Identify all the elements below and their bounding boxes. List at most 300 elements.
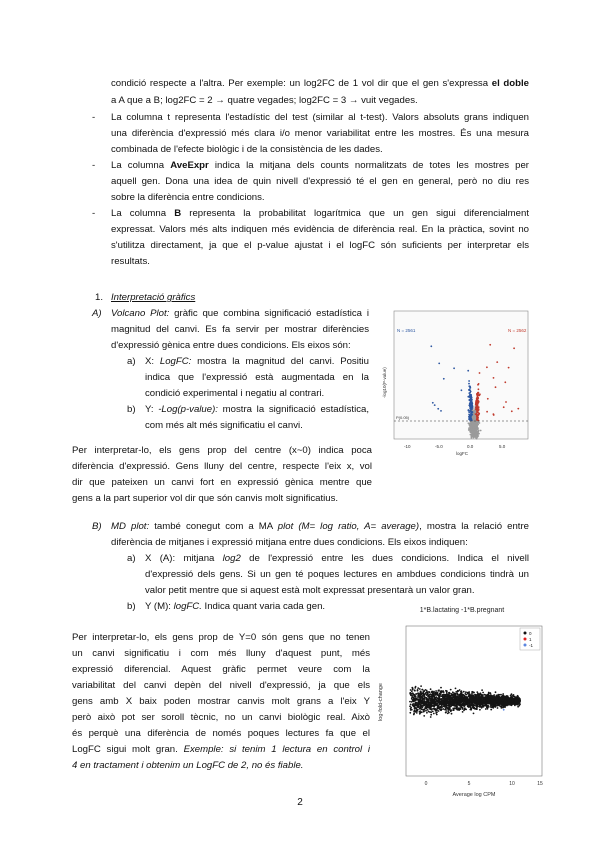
md-point: [419, 705, 421, 707]
volcano-point: [476, 408, 478, 410]
md-point: [447, 710, 449, 712]
volcano-point: [471, 405, 473, 407]
md-point: [483, 701, 485, 703]
md-point: [465, 691, 467, 693]
md-point: [417, 706, 419, 708]
md-point: [490, 705, 492, 707]
md-point: [464, 700, 466, 702]
md-point: [423, 704, 425, 706]
md-point: [434, 697, 436, 699]
md-point: [494, 696, 496, 698]
md-point: [476, 691, 478, 693]
md-point: [459, 689, 461, 691]
volcano-x-tick: -5.0: [435, 444, 443, 449]
md-point: [439, 695, 441, 697]
md-point: [497, 707, 499, 709]
md-point: [482, 694, 484, 696]
md-point: [497, 704, 499, 706]
volcano-point: [468, 392, 470, 394]
md-point: [425, 698, 427, 700]
md-x-tick: 15: [537, 781, 543, 787]
md-interp-8: LogFC sigui molt gran. Exemple: si tenim 1 lectura en control i: [72, 744, 371, 755]
md-plot-figure: [370, 602, 550, 798]
volcano-point: [477, 422, 479, 424]
md-point: [428, 703, 430, 705]
volcano-y-label: -log10(P-value): [382, 367, 387, 398]
b-column-line-2: expressat. Valors més alts indiquen més evidència de diferència real. En la pràctica, sovint no: [111, 224, 529, 235]
volcano-point: [511, 410, 513, 412]
md-point: [421, 705, 423, 707]
md-point: [421, 689, 423, 691]
md-point: [517, 700, 519, 702]
md-point: [504, 700, 506, 702]
md-point: [419, 713, 421, 715]
volcano-point: [471, 408, 473, 410]
md-point: [510, 698, 512, 700]
volcano-point: [493, 414, 495, 416]
md-point: [514, 698, 516, 700]
md-point: [422, 697, 424, 699]
volcano-line-2: magnitud del canvi. Es fa servir per mostrar diferències: [111, 324, 369, 335]
md-point: [419, 711, 421, 713]
volcano-point: [443, 378, 445, 380]
md-point: [432, 693, 434, 695]
md-line-2: diferència de mitjanes i expressió mitjana entre dues condicions. Els eixos indiquen:: [111, 537, 468, 548]
md-point: [503, 695, 505, 697]
md-point: [436, 710, 438, 712]
md-marker: B): [92, 521, 102, 532]
volcano-point: [476, 398, 478, 400]
md-point: [451, 713, 453, 715]
md-point: [515, 700, 517, 702]
md-point: [479, 709, 481, 711]
md-point: [416, 712, 418, 714]
volcano-point: [480, 430, 482, 432]
volcano-point: [513, 347, 515, 349]
md-point: [458, 696, 460, 698]
md-point: [453, 694, 455, 696]
md-point: [433, 696, 435, 698]
md-x-line-1: X (A): mitjana log2 de l'expressió entre les dues condicions. Indica el nivell: [145, 553, 530, 564]
md-point: [463, 691, 465, 693]
md-interp-3: expressió diferencial. Aquest gràfic permet veure com la: [72, 664, 370, 675]
md-point: [495, 701, 497, 703]
md-legend-label: 0: [529, 631, 532, 636]
volcano-point: [503, 406, 505, 408]
md-point: [438, 699, 440, 701]
md-point: [494, 703, 496, 705]
md-point: [451, 693, 453, 695]
volcano-point: [471, 403, 473, 405]
md-point: [429, 697, 431, 699]
md-point: [421, 708, 423, 710]
md-point: [462, 708, 464, 710]
md-point: [425, 710, 427, 712]
md-point: [444, 709, 446, 711]
md-point: [446, 691, 448, 693]
volcano-point: [478, 413, 480, 415]
bullet-dash: -: [92, 160, 96, 171]
md-point: [472, 698, 474, 700]
volcano-interp-1: Per interpretar-lo, els gens prop del centre (x~0) indica poca: [72, 445, 372, 456]
md-point: [501, 704, 503, 706]
md-point: [468, 691, 470, 693]
md-point: [480, 692, 482, 694]
md-point: [497, 697, 499, 699]
volcano-point: [470, 394, 472, 396]
md-point: [423, 711, 425, 713]
md-point: [495, 699, 497, 701]
md-point: [442, 690, 444, 692]
md-point: [513, 703, 515, 705]
md-point: [434, 701, 436, 703]
volcano-point: [469, 419, 471, 421]
volcano-point: [489, 344, 491, 346]
md-point: [417, 693, 419, 695]
md-point: [486, 702, 488, 704]
md-point: [489, 702, 491, 704]
volcano-point: [472, 416, 474, 418]
md-point: [507, 702, 509, 704]
md-point: [440, 691, 442, 693]
md-legend-label: 1: [529, 637, 532, 642]
volcano-x-label: logFC: [456, 451, 469, 456]
md-point: [517, 706, 519, 708]
md-point: [500, 694, 502, 696]
md-point: [452, 700, 454, 702]
md-plot-title: 1*B.lactating -1*B.pregnant: [419, 607, 505, 614]
md-point: [472, 706, 474, 708]
md-point: [506, 698, 508, 700]
md-point: [487, 696, 489, 698]
volcano-point: [468, 383, 470, 385]
md-point: [423, 691, 425, 693]
md-point: [424, 707, 426, 709]
md-point: [460, 694, 462, 696]
md-point: [463, 699, 465, 701]
md-point: [433, 691, 435, 693]
section-title: Interpretació gràfics: [111, 292, 196, 303]
md-point: [426, 694, 428, 696]
md-point: [471, 708, 473, 710]
t-column-line-3: combinada de l'efecte biològic i de la consistència de les dades.: [111, 144, 383, 155]
md-point: [503, 709, 505, 711]
md-point: [448, 695, 450, 697]
volcano-y-line-2: com més alt més significatiu el canvi.: [145, 420, 303, 431]
volcano-point: [504, 381, 506, 383]
md-point: [473, 692, 475, 694]
md-point: [433, 708, 435, 710]
volcano-line-3: d'expressió gènica entre dues condicions. Els eixos són:: [111, 340, 351, 351]
md-interp-4: variabilitat del canvi depèn del nivell d'expressió, ja que els: [72, 680, 370, 691]
volcano-point: [478, 406, 480, 408]
md-point: [445, 706, 447, 708]
volcano-point: [477, 392, 479, 394]
md-point: [438, 690, 440, 692]
md-x-line-3: valor petit mentre que si aquest està molt expressat presentarà un valor gran.: [145, 585, 475, 596]
volcano-point: [486, 411, 488, 413]
md-point: [427, 709, 429, 711]
md-point: [454, 697, 456, 699]
volcano-x-tick: 0.0: [467, 444, 474, 449]
md-point: [415, 693, 417, 695]
md-point: [416, 705, 418, 707]
md-point: [474, 708, 476, 710]
volcano-point: [478, 383, 480, 385]
md-legend-dot-2: [524, 644, 527, 647]
md-point: [459, 701, 461, 703]
md-point: [415, 699, 417, 701]
md-interp-1: Per interpretar-lo, els gens prop de Y=0 són gens que no tenen: [72, 632, 370, 643]
md-point: [458, 703, 460, 705]
md-point: [422, 709, 424, 711]
md-point: [445, 695, 447, 697]
volcano-point: [493, 377, 495, 379]
md-point: [412, 689, 414, 691]
md-point: [454, 695, 456, 697]
md-point: [469, 704, 471, 706]
md-point: [505, 705, 507, 707]
md-point: [490, 709, 492, 711]
page-number: 2: [297, 797, 303, 808]
md-point: [497, 694, 499, 696]
md-point: [504, 696, 506, 698]
md-point: [494, 701, 496, 703]
b-column-line-1: La columna B representa la probabilitat logarítmica que un gen sigui diferencialment: [111, 208, 529, 219]
volcano-point: [471, 419, 473, 421]
md-point: [480, 706, 482, 708]
md-point: [411, 709, 413, 711]
md-point: [445, 701, 447, 703]
volcano-marker: A): [92, 308, 102, 319]
md-point: [426, 700, 428, 702]
md-point: [443, 704, 445, 706]
volcano-point: [471, 428, 473, 430]
md-point: [468, 706, 470, 708]
md-point: [410, 694, 412, 696]
md-interp-7: és perquè una diferència de només poques lectures fa que el: [72, 728, 370, 739]
volcano-point: [437, 408, 439, 410]
volcano-point: [473, 431, 475, 433]
md-point: [416, 710, 418, 712]
md-point: [482, 700, 484, 702]
md-point: [429, 693, 431, 695]
md-point: [450, 705, 452, 707]
volcano-point: [471, 425, 473, 427]
t-column-line-2: una diferència d'expressió més clara i/o menor variabilitat entre les mostres. És una mesura: [111, 128, 529, 139]
volcano-point: [517, 408, 519, 410]
md-point: [450, 689, 452, 691]
md-point: [477, 698, 479, 700]
bullet-dash: -: [92, 112, 96, 123]
volcano-point: [440, 410, 442, 412]
md-point: [478, 700, 480, 702]
md-y-label: log-fold-change: [378, 683, 384, 721]
md-point: [414, 690, 416, 692]
md-point: [417, 687, 419, 689]
md-point: [424, 695, 426, 697]
md-point: [435, 690, 437, 692]
volcano-point: [477, 418, 479, 420]
md-point: [437, 697, 439, 699]
volcano-interp-2: diferència d'expressió. Gens lluny del centre, respecte l'eix x, vol: [72, 461, 372, 472]
md-x-label: Average log CPM: [452, 792, 496, 798]
md-point: [475, 694, 477, 696]
md-point: [512, 695, 514, 697]
md-point: [491, 697, 493, 699]
md-point: [443, 696, 445, 698]
md-point: [426, 712, 428, 714]
md-point: [464, 707, 466, 709]
md-point: [436, 714, 438, 716]
volcano-x-tick: -10: [404, 444, 411, 449]
md-point: [486, 698, 488, 700]
md-point: [431, 701, 433, 703]
volcano-point: [474, 425, 476, 427]
md-point: [471, 692, 473, 694]
md-point: [439, 702, 441, 704]
md-point: [506, 695, 508, 697]
volcano-x-tick: 5.0: [499, 444, 506, 449]
volcano-point: [471, 437, 473, 439]
md-point: [415, 702, 417, 704]
aveexpr-line-3: sobre la diferència entre condicions.: [111, 192, 265, 203]
volcano-x-line-1: X: LogFC: mostra la magnitud del canvi. Positiu: [145, 356, 369, 367]
md-point: [414, 695, 416, 697]
md-point: [460, 697, 462, 699]
volcano-point: [471, 414, 473, 416]
intro-line-2: a A que a B; log2FC = 2 → quatre vegades; log2FC = 3 → vuit vegades.: [111, 95, 418, 106]
md-point: [476, 700, 478, 702]
md-point: [411, 690, 413, 692]
md-point: [468, 694, 470, 696]
md-point: [422, 699, 424, 701]
md-point: [443, 705, 445, 707]
md-legend-label: -1: [529, 643, 534, 648]
md-point: [417, 702, 419, 704]
b-column-line-3: s'utilitza directament, ja que el p-value ajustat i el logFC són suficients per interpretar els: [111, 240, 529, 251]
md-point: [413, 714, 415, 716]
md-point: [493, 698, 495, 700]
volcano-point: [477, 404, 479, 406]
md-point: [482, 692, 484, 694]
volcano-interp-4: gens a la part superior vol dir que són canvis molt significatius.: [72, 493, 339, 504]
md-point: [440, 706, 442, 708]
md-point: [484, 694, 486, 696]
volcano-point: [468, 389, 470, 391]
md-point: [478, 694, 480, 696]
md-point: [440, 709, 442, 711]
md-point: [412, 692, 414, 694]
md-point: [460, 707, 462, 709]
md-point: [456, 696, 458, 698]
md-point: [473, 713, 475, 715]
volcano-point: [432, 402, 434, 404]
md-point: [458, 709, 460, 711]
md-x-tick: 5: [467, 781, 471, 787]
md-point: [486, 706, 488, 708]
md-point: [507, 704, 509, 706]
md-point: [447, 701, 449, 703]
md-point: [443, 708, 445, 710]
md-point: [495, 691, 497, 693]
volcano-point: [495, 386, 497, 388]
md-point: [449, 708, 451, 710]
md-point: [480, 697, 482, 699]
md-point: [435, 703, 437, 705]
volcano-point: [468, 380, 470, 382]
md-point: [449, 692, 451, 694]
volcano-point: [468, 429, 470, 431]
md-point: [517, 695, 519, 697]
md-point: [413, 698, 415, 700]
md-point: [466, 698, 468, 700]
md-point: [410, 704, 412, 706]
md-point: [515, 702, 517, 704]
volcano-point: [476, 435, 478, 437]
md-point: [449, 698, 451, 700]
md-interp-5: gens amb X baix poden mostrar canvis molt grans a l'eix Y: [72, 696, 370, 707]
md-point: [430, 706, 432, 708]
md-point: [428, 711, 430, 713]
md-point: [489, 696, 491, 698]
md-point: [498, 702, 500, 704]
volcano-point: [479, 372, 481, 374]
md-point: [440, 687, 442, 689]
md-point: [445, 712, 447, 714]
t-column-line-1: La columna t representa l'estadístic del test (similar al t-test). Valors absoluts grans indiquen: [111, 112, 529, 123]
md-y-marker: b): [127, 601, 136, 612]
md-interp-2: un canvi significatiu i com més lluny d'aquest punt, més: [72, 648, 370, 659]
volcano-point: [469, 399, 471, 401]
md-legend-dot-0: [524, 632, 527, 635]
volcano-point: [430, 345, 432, 347]
b-column-line-4: resultats.: [111, 256, 150, 267]
md-point: [451, 704, 453, 706]
volcano-point: [468, 396, 470, 398]
volcano-plot-figure: [378, 303, 533, 458]
volcano-point: [470, 398, 472, 400]
md-point: [427, 691, 429, 693]
md-point: [453, 704, 455, 706]
md-point: [457, 691, 459, 693]
volcano-point: [461, 389, 463, 391]
volcano-point: [496, 361, 498, 363]
md-point: [409, 705, 411, 707]
md-x-tick: 0: [424, 781, 428, 787]
md-point: [510, 701, 512, 703]
volcano-y-marker: b): [127, 404, 136, 415]
volcano-point: [471, 411, 473, 413]
md-point: [452, 709, 454, 711]
md-point: [435, 693, 437, 695]
md-point: [431, 700, 433, 702]
md-point: [499, 697, 501, 699]
md-legend-dot-1: [524, 638, 527, 641]
md-point: [436, 711, 438, 713]
volcano-point: [474, 416, 476, 418]
md-point: [452, 708, 454, 710]
md-point: [429, 691, 431, 693]
md-point: [455, 705, 457, 707]
md-point: [426, 690, 428, 692]
md-point: [508, 699, 510, 701]
volcano-label-right: N = 2562: [508, 328, 527, 333]
volcano-x-marker: a): [127, 356, 136, 367]
md-point: [456, 707, 458, 709]
md-point: [517, 698, 519, 700]
md-point: [411, 687, 413, 689]
